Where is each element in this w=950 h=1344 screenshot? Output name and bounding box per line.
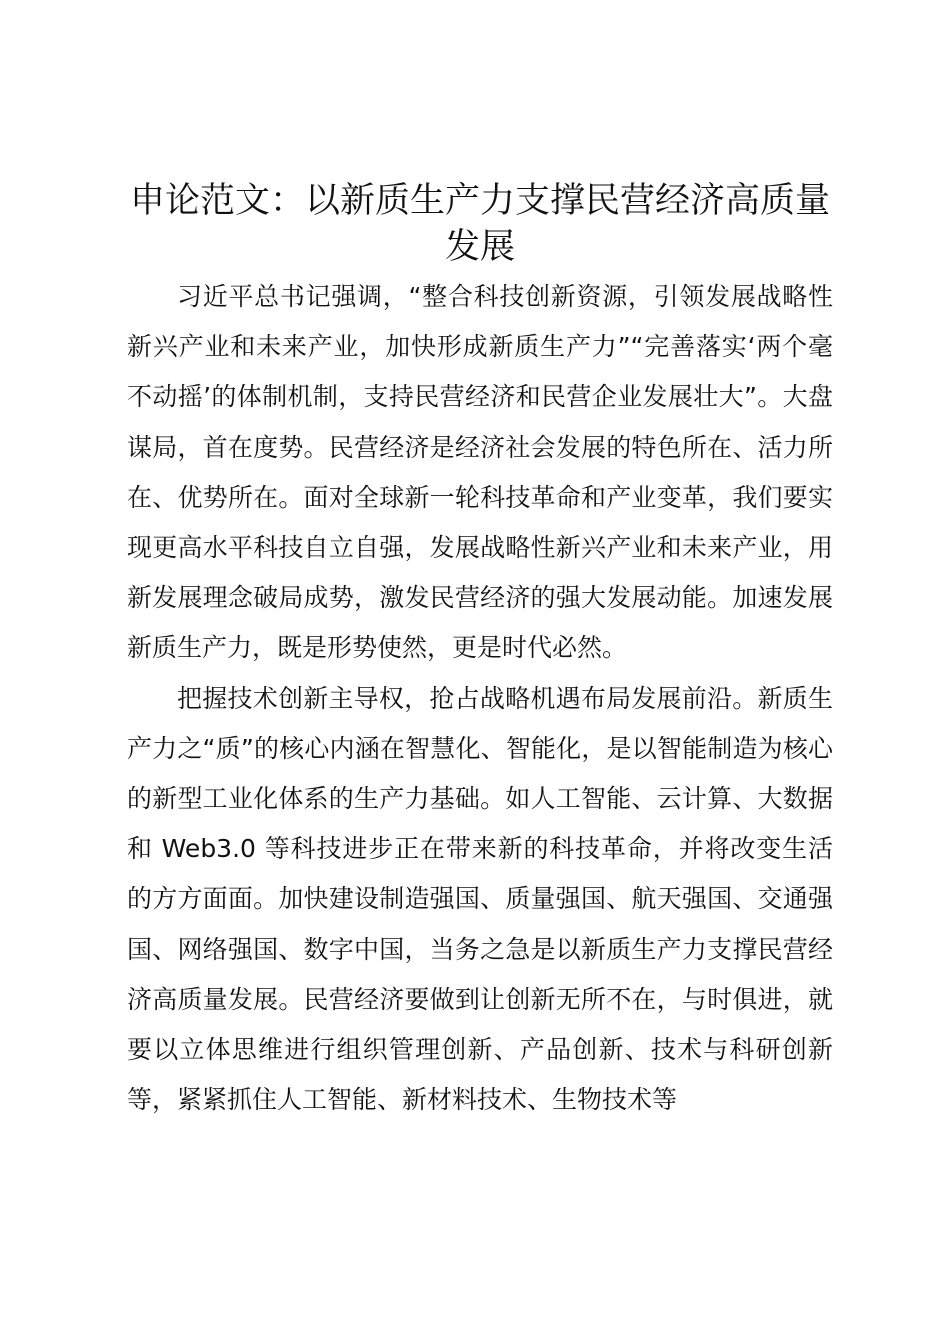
paragraph-2: 把握技术创新主导权，抢占战略机遇布局发展前沿。新质生产力之“质”的核心内涵在智慧化、智能化，是以智能制造为核心的新型工业化体系的生产力基础。如人工智能、云计算、大数据和 Web3.0 等科技进步正在带来新的科技革命，并将改变生活的方方面面。加快建设制造强国、质量强国、航天强国、交通强国、网络强国、数字中国，当务之急是以新质生产力支撑民营经济高质量发展。民营经济要做到让创新无所不在，与时俱进，就要以立体思维进行组织管理创新、产品创新、技术与科研创新等，紧紧抓住人工智能、新材料技术、生物技术等 — [127, 683, 833, 1115]
document-title: 申论范文：以新质生产力支撑民营经济高质量发展 — [129, 181, 830, 267]
paragraph-1: 习近平总书记强调，“整合科技创新资源，引领发展战略性新兴产业和未来产业，加快形成新质生产力”“完善落实‘两个毫不动摇’的体制机制，支持民营经济和民营企业发展壮大”。大盘谋局，首在度势。民营经济是经济社会发展的特色所在、活力所在、优势所在。面对全球新一轮科技革命和产业变革，我们要实现更高水平科技自立自强，发展战略性新兴产业和未来产业，用新发展理念破局成势，激发民营经济的强大发展动能。加速发展新质生产力，既是形势使然，更是时代必然。 — [127, 282, 833, 663]
document-page — [127, 178, 833, 1125]
